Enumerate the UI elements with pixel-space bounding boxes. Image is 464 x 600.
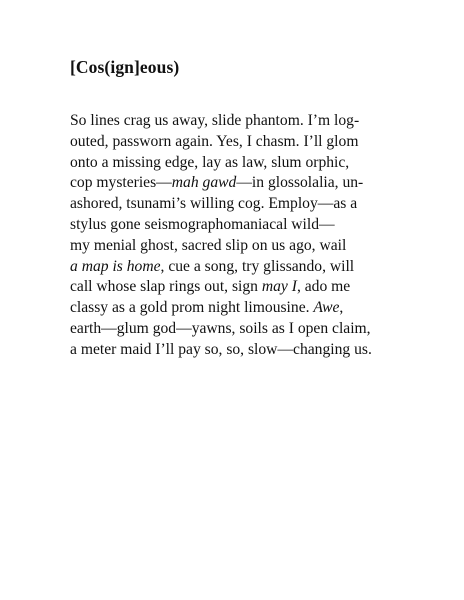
poem-text: —in glossolalia, un- [236, 174, 364, 192]
poem-italic-text: a map is home [70, 257, 161, 275]
poem-text: classy as a gold prom night limousine. [70, 299, 314, 317]
poem-italic-text: Awe [313, 299, 340, 317]
poem-text: cop mysteries— [70, 174, 172, 192]
poem-line [70, 319, 400, 340]
poem-text: , ado me [296, 278, 351, 296]
poem-text: call whose slap rings out, sign [70, 278, 262, 296]
poem-text: outed, passworn again. Yes, I chasm. I’ll glom [70, 132, 359, 150]
poem-line [70, 298, 400, 319]
poem-text: my menial ghost, sacred slip on us ago, wail [70, 236, 347, 254]
poem-line [70, 111, 400, 132]
poem-line [70, 236, 400, 257]
poem-line [70, 257, 400, 278]
poem-text: earth—glum god—yawns, soils as I open claim, [70, 319, 371, 337]
poem-text: a meter maid I’ll pay so, so, slow—changing us. [70, 340, 372, 358]
poem-italic-text: may I [261, 278, 297, 296]
poem-text: onto a missing edge, lay as law, slum orphic, [70, 153, 350, 171]
poem-text: So lines crag us away, slide phantom. I’m log- [70, 112, 360, 129]
poem-text: , [339, 299, 344, 317]
poem-line [70, 194, 400, 215]
poem-line [70, 132, 400, 153]
poem-title: [Cos(ign]eous) [70, 57, 180, 77]
poem-text: stylus gone seismographomaniacal wild— [70, 215, 335, 233]
poem-line [70, 153, 400, 174]
poem-line [70, 340, 400, 361]
poem-text: , cue a song, try glissando, will [160, 257, 355, 275]
poem-line [70, 173, 400, 194]
poem-line [70, 277, 400, 298]
poem-line [70, 215, 400, 236]
poem-text: ashored, tsunami’s willing cog. Employ—as a [70, 195, 358, 213]
poem-body [70, 111, 400, 361]
poem-italic-text: mah gawd [171, 174, 237, 192]
